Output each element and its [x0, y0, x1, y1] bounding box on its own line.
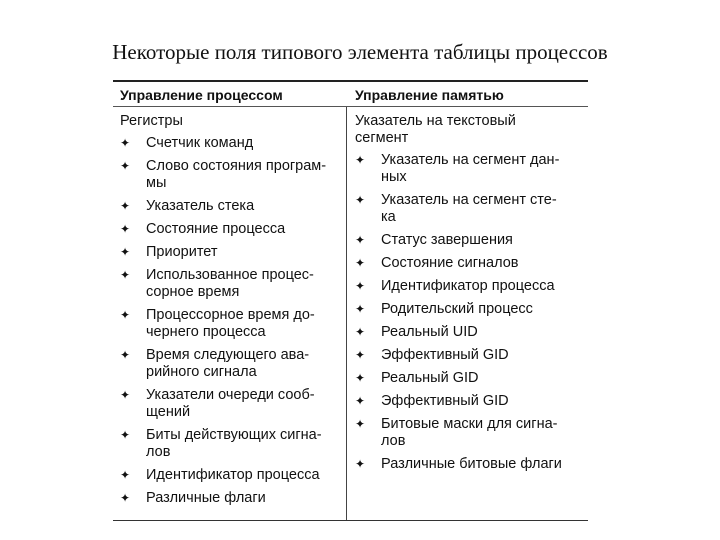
bullet-icon: ✦ [355, 348, 366, 362]
bullet-icon: ✦ [355, 256, 366, 270]
right-item-text: Родительский процесс [381, 301, 533, 317]
right-item-list [355, 152, 585, 473]
table-bottom-rule [113, 520, 588, 521]
bullet-icon: ✦ [120, 388, 131, 402]
column-divider [346, 107, 347, 520]
left-item-text: Идентификатор процесса [146, 467, 320, 483]
bullet-icon: ✦ [355, 325, 366, 339]
bullet-icon: ✦ [355, 193, 366, 207]
right-list-item [355, 301, 585, 318]
right-item-text: Указатель на сегмент дан- ных [381, 152, 560, 185]
bullet-icon: ✦ [120, 268, 131, 282]
right-item-text: Эффективный GID [381, 347, 509, 363]
bullet-icon: ✦ [120, 136, 131, 150]
left-item-text: Слово состояния програм- мы [146, 158, 327, 191]
right-item-text: Состояние сигналов [381, 255, 519, 271]
bullet-icon: ✦ [355, 457, 366, 471]
bullet-icon: ✦ [355, 153, 366, 167]
bullet-icon: ✦ [355, 233, 366, 247]
right-list-item [355, 255, 585, 272]
bullet-icon: ✦ [355, 279, 366, 293]
left-list-item [120, 198, 342, 215]
right-item-text: Указатель на сегмент сте- ка [381, 192, 557, 225]
bullet-icon: ✦ [120, 308, 131, 322]
left-column-header: Управление процессом [120, 87, 283, 103]
right-item-text: Статус завершения [381, 232, 513, 248]
right-subheader: Указатель на текстовый сегмент [355, 113, 516, 146]
right-list-item [355, 370, 585, 387]
left-list-item [120, 347, 342, 381]
left-item-text: Использованное процес- сорное время [146, 267, 314, 300]
bullet-icon: ✦ [120, 159, 131, 173]
left-item-text: Биты действующих сигна- лов [146, 427, 322, 460]
right-list-item [355, 152, 585, 186]
right-list-item [355, 456, 585, 473]
left-list-item [120, 307, 342, 341]
right-list-item [355, 278, 585, 295]
right-column [355, 113, 585, 479]
bullet-icon: ✦ [120, 222, 131, 236]
right-list-item [355, 416, 585, 450]
bullet-icon: ✦ [355, 394, 366, 408]
bullet-icon: ✦ [120, 245, 131, 259]
left-item-list [120, 135, 342, 507]
left-list-item [120, 467, 342, 484]
right-list-item [355, 324, 585, 341]
right-item-text: Битовые маски для сигна- лов [381, 416, 558, 449]
right-item-text: Различные битовые флаги [381, 456, 562, 472]
right-item-text: Идентификатор процесса [381, 278, 555, 294]
header-rule [113, 106, 588, 107]
right-list-item [355, 393, 585, 410]
left-item-text: Приоритет [146, 244, 218, 260]
left-list-item [120, 267, 342, 301]
left-list-item [120, 387, 342, 421]
right-list-item [355, 192, 585, 226]
left-subheader: Регистры [120, 113, 183, 129]
left-item-text: Состояние процесса [146, 221, 286, 237]
table-top-rule [113, 80, 588, 82]
slide-title: Некоторые поля типового элемента таблицы процессов [112, 40, 608, 64]
left-column [120, 113, 342, 513]
bullet-icon: ✦ [120, 491, 131, 505]
left-item-text: Процессорное время до- чернего процесса [146, 307, 315, 340]
bullet-icon: ✦ [120, 199, 131, 213]
left-item-text: Различные флаги [146, 490, 266, 506]
right-item-text: Реальный UID [381, 324, 478, 340]
bullet-icon: ✦ [355, 302, 366, 316]
left-list-item [120, 135, 342, 152]
bullet-icon: ✦ [120, 428, 131, 442]
right-list-item [355, 232, 585, 249]
left-item-text: Счетчик команд [146, 135, 254, 151]
bullet-icon: ✦ [120, 468, 131, 482]
left-item-text: Указатель стека [146, 198, 255, 214]
left-list-item [120, 221, 342, 238]
left-list-item [120, 427, 342, 461]
bullet-icon: ✦ [355, 417, 366, 431]
bullet-icon: ✦ [120, 348, 131, 362]
right-column-header: Управление памятью [355, 87, 504, 103]
right-item-text: Эффективный GID [381, 393, 509, 409]
right-list-item [355, 347, 585, 364]
bullet-icon: ✦ [355, 371, 366, 385]
left-item-text: Время следующего ава- рийного сигнала [146, 347, 310, 380]
right-item-text: Реальный GID [381, 370, 479, 386]
left-list-item [120, 490, 342, 507]
left-list-item [120, 244, 342, 261]
left-item-text: Указатели очереди сооб- щений [146, 387, 315, 420]
left-list-item [120, 158, 342, 192]
